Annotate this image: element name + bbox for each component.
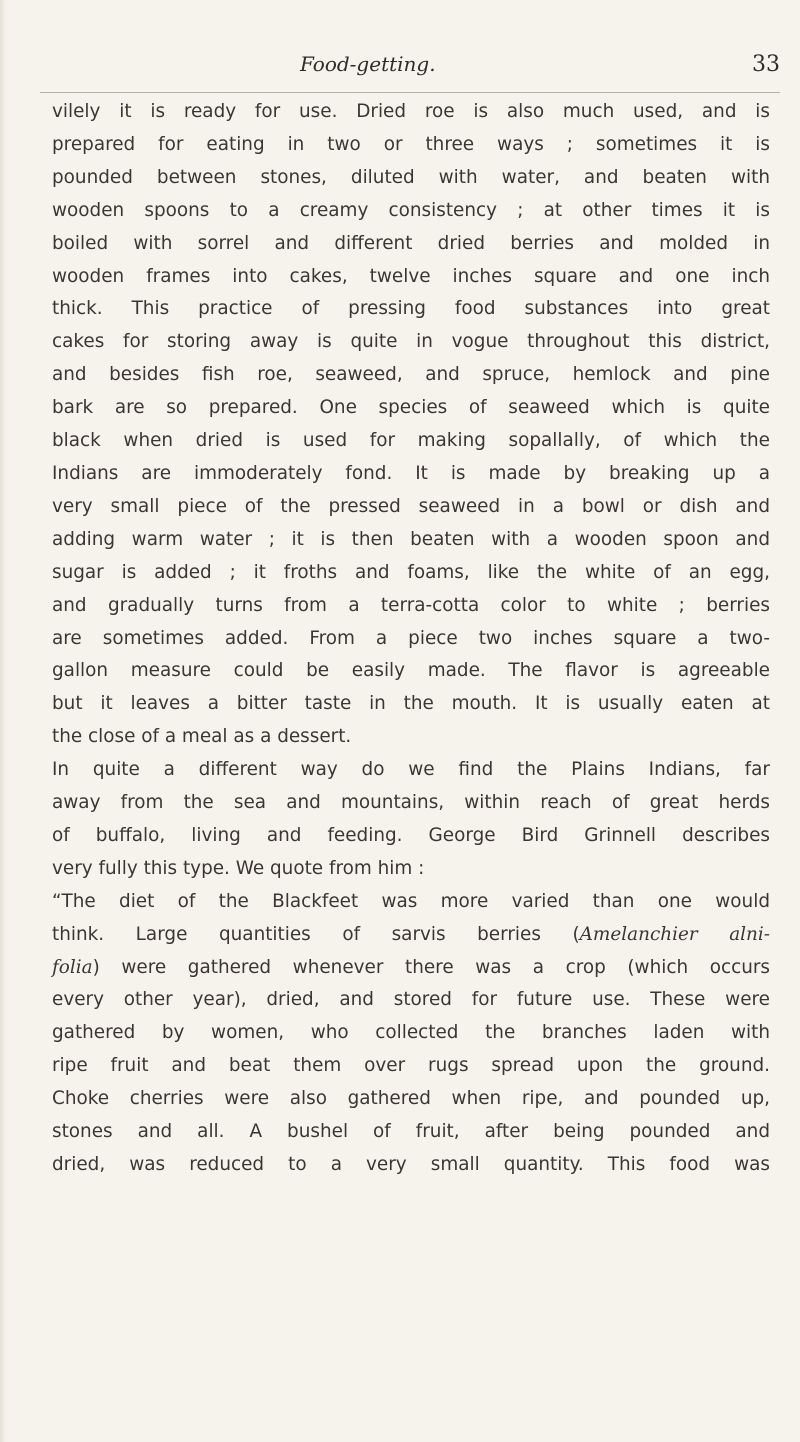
text-fragment: ) were gathered whenever there was a crop (which occurs (92, 956, 770, 978)
text-line: and gradually turns from a terra-cotta color to white ; berries (52, 594, 770, 616)
text-line: gallon measure could be easily made. The flavor is agreeable (52, 660, 770, 682)
header-rule (40, 92, 780, 93)
text-line: are sometimes added. From a piece two inches square a two- (52, 627, 770, 649)
text-line: and besides fish roe, seaweed, and spruce, hemlock and pine (52, 364, 770, 386)
text-line: In quite a different way do we find the Plains Indians, far (52, 759, 770, 781)
text-line: gathered by women, who collected the branches laden with (52, 1022, 770, 1044)
text-line: ripe fruit and beat them over rugs spread upon the ground. (52, 1055, 770, 1077)
text-line: every other year), dried, and stored for future use. These were (52, 989, 770, 1011)
text-line: Indians are immoderately fond. It is made by breaking up a (52, 462, 770, 484)
text-line: bark are so prepared. One species of seaweed which is quite (52, 397, 770, 419)
text-line: stones and all. A bushel of fruit, after being pounded and (52, 1121, 770, 1143)
text-line: wooden frames into cakes, twelve inches square and one inch (52, 265, 770, 287)
page-gutter-shadow (0, 0, 6, 1442)
paragraph-end-line: the close of a meal as a dessert. (52, 726, 352, 748)
paragraph-end-line: very fully this type. We quote from him : (52, 857, 425, 879)
text-line: very small piece of the pressed seaweed in a bowl or dish and (52, 495, 770, 517)
text-line: black when dried is used for making sopallally, of which the (52, 430, 770, 452)
text-line: pounded between stones, diluted with water, and beaten with (52, 166, 770, 188)
text-line: sugar is added ; it froths and foams, like the white of an egg, (52, 561, 770, 583)
text-line-with-latin (52, 952, 770, 985)
text-line: of buffalo, living and feeding. George Bird Grinnell describes (52, 824, 770, 846)
text-line: dried, was reduced to a very small quantity. This food was (52, 1154, 770, 1175)
text-line: but it leaves a bitter taste in the mouth. It is usually eaten at (52, 693, 770, 715)
text-fragment: think. Large quantities of sarvis berries ( (52, 923, 580, 945)
text-line: away from the sea and mountains, within reach of great herds (52, 792, 770, 814)
text-line-with-latin (52, 919, 770, 952)
latin-species-name: Amelanchier alni- (579, 923, 770, 945)
text-line: boiled with sorrel and different dried berries and molded in (52, 232, 770, 254)
text-line: adding warm water ; it is then beaten with a wooden spoon and (52, 528, 770, 550)
text-line: prepared for eating in two or three ways ; sometimes it is (52, 133, 770, 155)
running-head: Food-getting. (300, 52, 436, 76)
text-line: wooden spoons to a creamy consistency ; at other times it is (52, 199, 770, 221)
text-line: cakes for storing away is quite in vogue throughout this district, (52, 331, 770, 353)
latin-species-name-cont: folia (52, 956, 93, 978)
text-line: “The diet of the Blackfeet was more varied than one would (52, 890, 770, 912)
text-line: thick. This practice of pressing food substances into great (52, 298, 770, 320)
body-text (52, 96, 770, 1182)
text-line: Choke cherries were also gathered when ripe, and pounded up, (52, 1088, 770, 1110)
text-line: vilely it is ready for use. Dried roe is also much used, and is (52, 101, 770, 122)
page-number: 33 (752, 52, 780, 77)
